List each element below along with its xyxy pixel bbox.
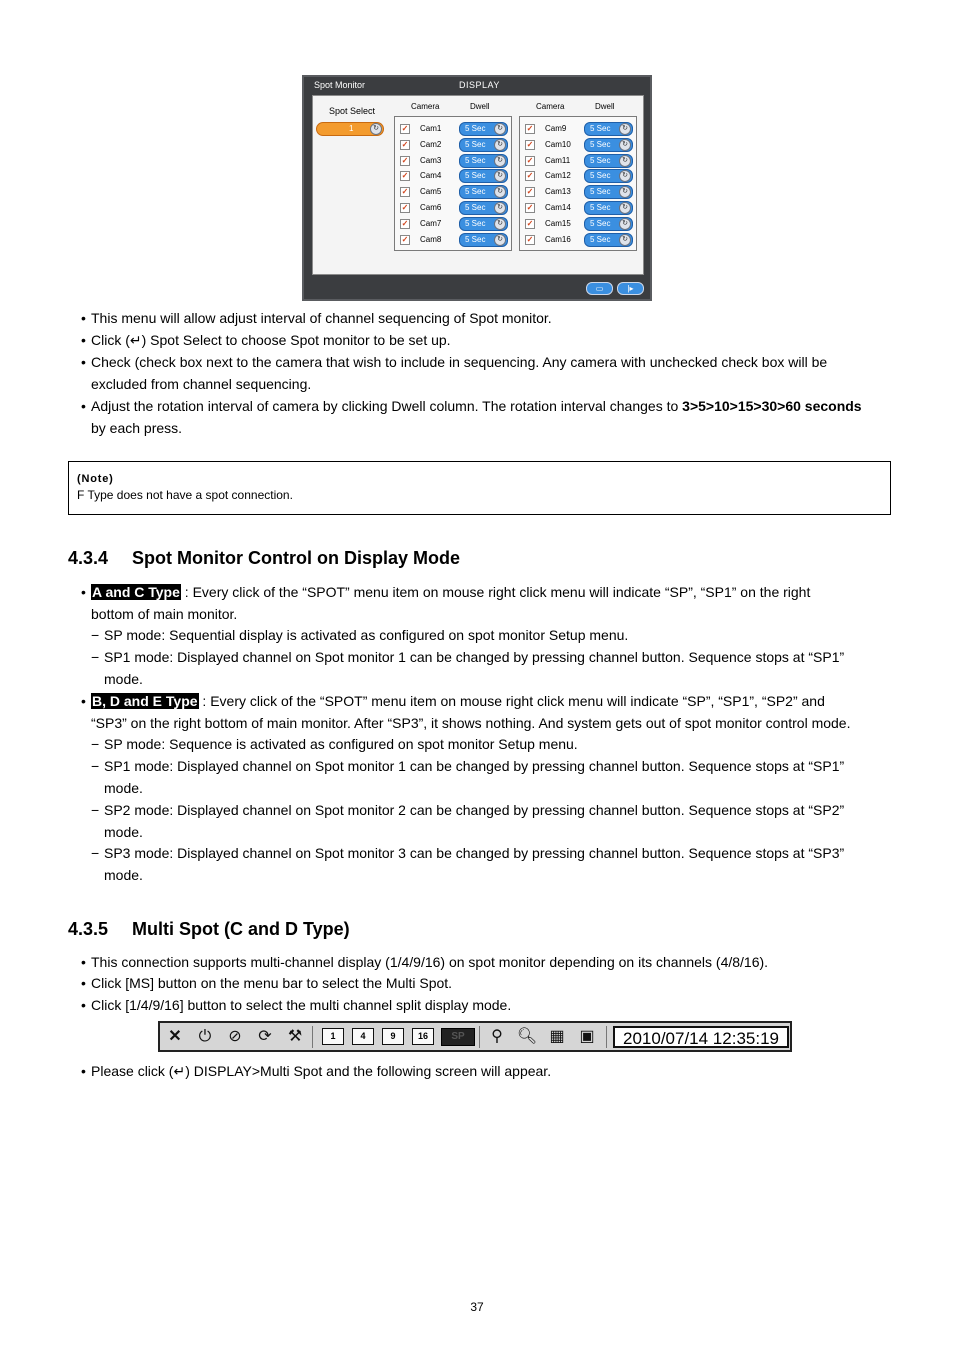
exit-icon: |▸ bbox=[627, 284, 634, 293]
calendar-search-icon[interactable]: ▦ bbox=[549, 1028, 565, 1045]
dwell-button[interactable] bbox=[584, 154, 633, 168]
list-item: • Click [1/4/9/16] button to select the multi channel split display mode. bbox=[81, 997, 512, 1013]
dwell-value: 5 Sec bbox=[465, 187, 486, 197]
camera-checkbox[interactable]: ✓ bbox=[526, 155, 534, 165]
camera-name: Cam5 bbox=[420, 187, 442, 197]
camera-group-right bbox=[519, 116, 637, 251]
page-number: 37 bbox=[470, 1300, 484, 1314]
spot-button[interactable]: SP bbox=[441, 1028, 475, 1046]
list-item: • Check (check box next to the camera that wish to include in sequencing. Any camera with unchecked check box will be excluded from channel sequencing. bbox=[81, 354, 828, 392]
camera-name: Cam14 bbox=[545, 203, 571, 212]
tab-display[interactable]: DISPLAY bbox=[459, 80, 500, 90]
cycle-icon: ↻ bbox=[494, 234, 506, 246]
dwell-value: 5 Sec bbox=[465, 171, 486, 181]
dwell-value: 5 Sec bbox=[590, 139, 611, 149]
dwell-value: 5 Sec bbox=[465, 139, 486, 149]
list-item: • Click [MS] button on the menu bar to select the Multi Spot. bbox=[81, 975, 453, 991]
camera-row bbox=[395, 232, 511, 247]
dwell-value: 5 Sec bbox=[590, 155, 611, 165]
camera-row bbox=[520, 153, 636, 168]
dwell-button[interactable] bbox=[459, 154, 508, 168]
dwell-value: 5 Sec bbox=[465, 124, 486, 133]
camera-group-left bbox=[394, 116, 512, 251]
exit-button[interactable] bbox=[617, 282, 644, 295]
dwell-button[interactable] bbox=[459, 201, 508, 215]
list-item: − SP2 mode: Displayed channel on Spot monitor 2 can be changed by pressing channel button. Sequence stops at “SP2” mode. bbox=[91, 802, 845, 840]
list-item: − SP mode: Sequence is activated as configured on spot monitor Setup menu. bbox=[91, 736, 578, 752]
toolbar-divider bbox=[312, 1026, 313, 1048]
dwell-button[interactable] bbox=[459, 185, 508, 199]
camera-row bbox=[520, 200, 636, 215]
zoom-icon[interactable]: 🔍︎ bbox=[516, 1028, 538, 1045]
camera-row bbox=[520, 121, 636, 136]
screenshot-icon[interactable]: ▣ bbox=[579, 1028, 595, 1045]
dwell-value: 5 Sec bbox=[465, 234, 486, 244]
camera-name: Cam9 bbox=[545, 124, 567, 133]
dwell-button[interactable] bbox=[459, 217, 508, 231]
list-item: • This connection supports multi-channel display (1/4/9/16) on spot monitor depending on its channels (4/8/16). bbox=[81, 954, 769, 970]
cycle-icon: ↻ bbox=[619, 139, 631, 151]
save-button[interactable] bbox=[586, 282, 613, 295]
col-dwell-right: Dwell bbox=[595, 102, 615, 111]
camera-name: Cam3 bbox=[420, 155, 442, 165]
camera-row bbox=[395, 184, 511, 199]
camera-checkbox[interactable]: ✓ bbox=[401, 124, 409, 133]
camera-checkbox[interactable]: ✓ bbox=[401, 187, 409, 197]
camera-name: Cam12 bbox=[545, 171, 571, 181]
cycle-icon: ↻ bbox=[494, 155, 506, 167]
dwell-button[interactable] bbox=[584, 169, 633, 183]
cycle-icon: ↻ bbox=[619, 123, 631, 135]
cycle-icon: ↻ bbox=[619, 186, 631, 198]
col-camera-left: Camera bbox=[411, 102, 440, 111]
close-icon[interactable]: ✕ bbox=[168, 1028, 182, 1045]
note-text: F Type does not have a spot connection. bbox=[77, 488, 293, 502]
datetime-display: 2010/07/14 12:35:19 bbox=[613, 1026, 789, 1048]
cycle-icon: ↻ bbox=[494, 170, 506, 182]
cycle-icon: ↻ bbox=[619, 202, 631, 214]
camera-checkbox[interactable]: ✓ bbox=[526, 203, 534, 212]
bde-type-label: B, D and E Type bbox=[92, 693, 198, 709]
camera-checkbox[interactable]: ✓ bbox=[526, 187, 534, 197]
camera-checkbox[interactable]: ✓ bbox=[526, 171, 534, 181]
camera-checkbox[interactable]: ✓ bbox=[401, 171, 409, 181]
camera-checkbox[interactable]: ✓ bbox=[401, 203, 409, 212]
camera-name: Cam4 bbox=[420, 171, 442, 181]
dwell-value: 5 Sec bbox=[590, 218, 611, 228]
camera-name: Cam6 bbox=[420, 203, 442, 212]
dialog-title: Spot Monitor bbox=[314, 80, 366, 90]
cycle-icon: ↻ bbox=[494, 186, 506, 198]
camera-name: Cam15 bbox=[545, 218, 571, 228]
menu-toolbar bbox=[158, 1021, 792, 1052]
dwell-button[interactable] bbox=[584, 122, 633, 136]
spot-monitor-dialog bbox=[302, 75, 652, 301]
col-dwell-left: Dwell bbox=[470, 102, 490, 111]
cycle-icon: ↻ bbox=[494, 139, 506, 151]
camera-row bbox=[395, 200, 511, 215]
dwell-button[interactable] bbox=[584, 138, 633, 152]
camera-name: Cam16 bbox=[545, 234, 571, 244]
cycle-icon: ↻ bbox=[494, 202, 506, 214]
split-1-button[interactable]: 1 bbox=[322, 1028, 344, 1045]
list-item: − SP1 mode: Displayed channel on Spot monitor 1 can be changed by pressing channel button. Sequence stops at “SP1” mode. bbox=[91, 649, 845, 687]
camera-name: Cam8 bbox=[420, 234, 442, 244]
camera-row bbox=[395, 168, 511, 183]
camera-row bbox=[520, 137, 636, 152]
paragraph-text: “SP3” on the right bottom of main monitor. After “SP3”, it shows nothing. And system gets out of spot monitor control mode. bbox=[91, 715, 851, 731]
col-camera-right: Camera bbox=[536, 102, 565, 111]
list-item: • Adjust the rotation interval of camera by clicking Dwell column. The rotation interval changes to 3>5>10>15>30>60 seconds by each press. bbox=[81, 398, 862, 436]
section-heading-4-3-5: 4.3.5 Multi Spot (C and D Type) bbox=[68, 919, 350, 939]
camera-name: Cam13 bbox=[545, 187, 571, 197]
dwell-value: 5 Sec bbox=[465, 218, 486, 228]
camera-name: Cam10 bbox=[545, 139, 571, 149]
camera-checkbox[interactable]: ✓ bbox=[526, 218, 534, 228]
camera-checkbox[interactable]: ✓ bbox=[401, 234, 409, 244]
dwell-button[interactable] bbox=[584, 185, 633, 199]
camera-row bbox=[395, 216, 511, 231]
list-item: − SP mode: Sequential display is activated as configured on spot monitor Setup menu. bbox=[91, 627, 629, 643]
dwell-value: 5 Sec bbox=[590, 187, 611, 197]
list-item: • Please click (↵) DISPLAY>Multi Spot and the following screen will appear. bbox=[81, 1063, 552, 1079]
cycle-icon: ↻ bbox=[370, 123, 382, 135]
search-person-icon[interactable]: ⚲ bbox=[491, 1028, 503, 1045]
camera-row bbox=[520, 184, 636, 199]
camera-row bbox=[395, 121, 511, 136]
cycle-icon: ↻ bbox=[494, 218, 506, 230]
camera-checkbox[interactable]: ✓ bbox=[401, 139, 409, 149]
list-item: • Click (↵) Spot Select to choose Spot monitor to be set up. bbox=[81, 332, 451, 348]
dwell-value: 5 Sec bbox=[590, 124, 611, 133]
dwell-value: 5 Sec bbox=[465, 155, 486, 165]
toolbar-divider bbox=[606, 1026, 607, 1048]
dwell-button[interactable] bbox=[459, 122, 508, 136]
camera-row bbox=[395, 153, 511, 168]
section-heading-4-3-4: 4.3.4 Spot Monitor Control on Display Mode bbox=[68, 548, 460, 568]
camera-checkbox[interactable]: ✓ bbox=[526, 234, 534, 244]
camera-checkbox[interactable]: ✓ bbox=[401, 218, 409, 228]
interval-sequence: 3>5>10>15>30>60 seconds bbox=[682, 398, 862, 414]
note-title: (Note) bbox=[77, 473, 114, 485]
dwell-button[interactable] bbox=[584, 201, 633, 215]
list-item: • A and C Type : Every click of the “SPOT” menu item on mouse right click menu will indicate “SP”, “SP1” on the right bottom of main monitor. bbox=[81, 584, 811, 622]
camera-row bbox=[520, 232, 636, 247]
save-icon: ▭ bbox=[595, 284, 604, 293]
dwell-button[interactable] bbox=[459, 138, 508, 152]
power-icon[interactable]: ⏻ bbox=[198, 1028, 212, 1045]
list-item: − SP3 mode: Displayed channel on Spot monitor 3 can be changed by pressing channel button. Sequence stops at “SP3” mode. bbox=[91, 845, 845, 883]
cycle-icon: ↻ bbox=[494, 123, 506, 135]
dwell-button[interactable] bbox=[584, 233, 633, 247]
camera-row bbox=[520, 216, 636, 231]
spot-select-dropdown[interactable] bbox=[316, 122, 384, 136]
cycle-icon: ↻ bbox=[619, 155, 631, 167]
dwell-button[interactable] bbox=[459, 169, 508, 183]
list-item: − SP1 mode: Displayed channel on Spot monitor 1 can be changed by pressing channel button. Sequence stops at “SP1” mode. bbox=[91, 758, 845, 796]
dwell-value: 5 Sec bbox=[590, 234, 611, 244]
dwell-value: 5 Sec bbox=[590, 171, 611, 181]
setup-tools-icon[interactable]: ⚒ bbox=[287, 1028, 303, 1045]
camera-name: Cam11 bbox=[545, 155, 571, 165]
no-record-icon[interactable]: ⊘ bbox=[228, 1028, 242, 1045]
cycle-icon: ↻ bbox=[619, 218, 631, 230]
dwell-button[interactable] bbox=[584, 217, 633, 231]
camera-checkbox[interactable]: ✓ bbox=[401, 155, 409, 165]
toolbar-divider bbox=[479, 1026, 480, 1048]
camera-row bbox=[395, 137, 511, 152]
ac-type-label: A and C Type bbox=[92, 584, 180, 600]
cycle-icon: ↻ bbox=[619, 234, 631, 246]
dwell-value: 5 Sec bbox=[465, 203, 486, 212]
camera-name: Cam7 bbox=[420, 218, 442, 228]
camera-row bbox=[520, 168, 636, 183]
split-9-button[interactable]: 9 bbox=[382, 1028, 404, 1045]
spot-select-label: Spot Select bbox=[329, 106, 376, 116]
note-box bbox=[68, 461, 891, 515]
list-item: • B, D and E Type : Every click of the “SPOT” menu item on mouse right click menu will indicate “SP”, “SP1”, “SP2” and bbox=[81, 693, 825, 709]
dialog-panel bbox=[312, 95, 644, 275]
camera-name: Cam1 bbox=[420, 124, 442, 133]
list-item: • This menu will allow adjust interval of channel sequencing of Spot monitor. bbox=[81, 310, 552, 326]
dwell-button[interactable] bbox=[459, 233, 508, 247]
split-4-button[interactable]: 4 bbox=[352, 1028, 374, 1045]
camera-checkbox[interactable]: ✓ bbox=[526, 139, 534, 149]
camera-checkbox[interactable]: ✓ bbox=[526, 124, 534, 133]
dwell-value: 5 Sec bbox=[590, 203, 611, 212]
spot-select-value: 1 bbox=[349, 124, 354, 133]
cycle-icon: ↻ bbox=[619, 170, 631, 182]
split-16-button[interactable]: 16 bbox=[412, 1028, 434, 1045]
camera-name: Cam2 bbox=[420, 139, 442, 149]
sequence-icon[interactable]: ⟳ bbox=[258, 1028, 272, 1045]
